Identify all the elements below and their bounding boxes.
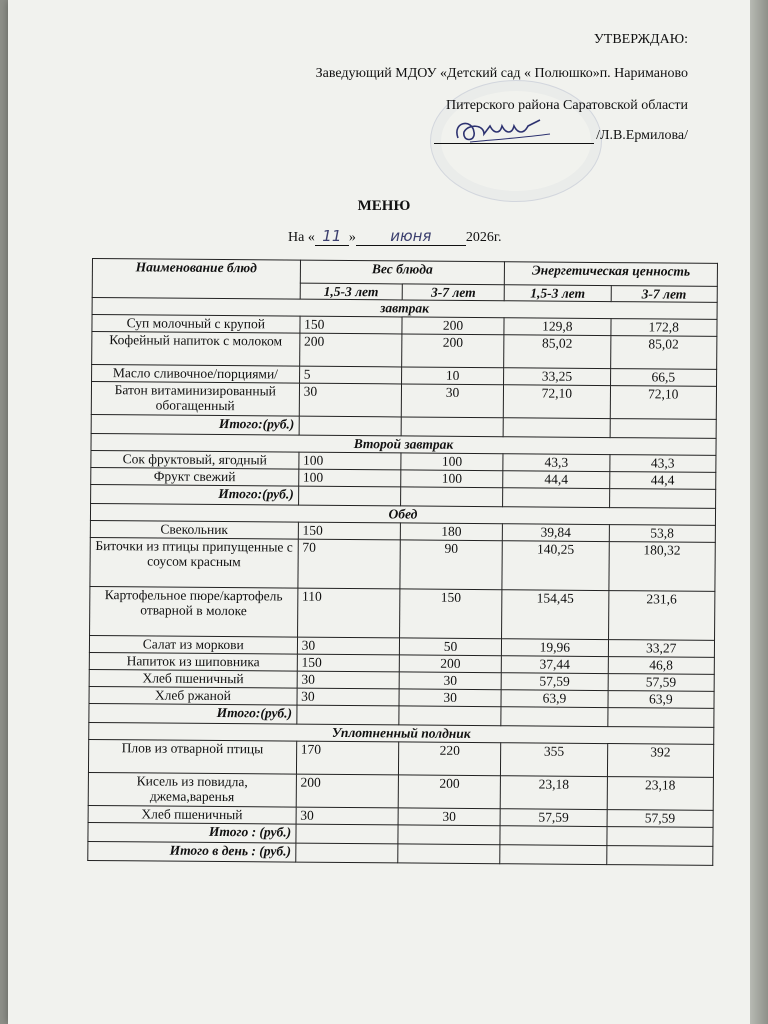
date-mid: » bbox=[348, 230, 356, 245]
energy-1: 355 bbox=[501, 743, 608, 777]
weight-2: 10 bbox=[401, 367, 503, 385]
energy-1: 57,59 bbox=[500, 809, 606, 827]
approval-signer: /Л.В.Ермилова/ bbox=[596, 128, 688, 143]
weight-1: 100 bbox=[299, 452, 401, 470]
weight-1: 5 bbox=[299, 366, 401, 384]
header-age-1: 1,5-3 лет bbox=[300, 283, 402, 300]
total-cell bbox=[607, 827, 714, 847]
weight-2: 100 bbox=[401, 470, 503, 488]
total-label: Итого:(руб.) bbox=[91, 414, 299, 435]
total-label: Итого : (руб.) bbox=[88, 822, 296, 843]
energy-1: 43,3 bbox=[503, 454, 609, 472]
total-cell bbox=[500, 826, 607, 846]
section-title: Второй завтрак bbox=[91, 433, 716, 455]
dish-name: Кисель из повидла, джема,варенья bbox=[88, 772, 296, 807]
day-total-cell bbox=[606, 846, 713, 866]
weight-2: 30 bbox=[401, 384, 504, 418]
energy-2: 63,9 bbox=[608, 691, 715, 709]
dish-name: Фрукт свежий bbox=[91, 467, 299, 486]
date-month: июня bbox=[356, 227, 466, 246]
weight-2: 220 bbox=[398, 742, 501, 776]
day-total-cell bbox=[295, 843, 397, 863]
energy-2: 85,02 bbox=[610, 336, 717, 370]
total-cell bbox=[398, 825, 500, 845]
weight-1: 30 bbox=[297, 637, 399, 655]
energy-1: 33,25 bbox=[504, 368, 610, 386]
dish-name: Сок фруктовый, ягодный bbox=[91, 450, 299, 469]
weight-1: 30 bbox=[297, 671, 399, 689]
weight-2: 30 bbox=[399, 689, 501, 707]
signature-underline bbox=[434, 129, 594, 144]
total-cell bbox=[610, 419, 717, 439]
table-row bbox=[91, 382, 716, 420]
approval-heading: УТВЕРЖДАЮ: bbox=[593, 32, 688, 47]
total-cell bbox=[501, 707, 608, 727]
page-title: МЕНЮ bbox=[357, 198, 411, 214]
dish-name: Суп молочный с крупой bbox=[92, 315, 300, 334]
weight-1: 150 bbox=[298, 522, 400, 540]
energy-1: 140,25 bbox=[502, 541, 609, 591]
section-title: Обед bbox=[90, 503, 715, 525]
dish-name: Кофейный напиток с молоком bbox=[92, 332, 300, 367]
header-age-3: 1,5-3 лет bbox=[504, 285, 610, 302]
section-title: Уплотненный полдник bbox=[89, 722, 714, 744]
weight-1: 200 bbox=[296, 774, 399, 808]
day-total-label: Итого в день : (руб.) bbox=[88, 841, 296, 862]
weight-2: 200 bbox=[402, 317, 504, 335]
table-row bbox=[88, 739, 713, 777]
approval-signature-line bbox=[434, 128, 688, 144]
total-cell bbox=[607, 708, 714, 728]
energy-1: 39,84 bbox=[503, 524, 609, 542]
energy-1: 37,44 bbox=[502, 656, 608, 674]
weight-2: 30 bbox=[399, 672, 501, 690]
dish-name: Напиток из шиповника bbox=[89, 652, 297, 671]
total-cell bbox=[296, 824, 398, 844]
energy-2: 57,59 bbox=[608, 674, 715, 692]
total-cell bbox=[401, 487, 503, 507]
dish-name: Масло сливочное/порциями/ bbox=[92, 365, 300, 384]
total-cell bbox=[401, 417, 503, 437]
energy-2: 43,3 bbox=[609, 455, 716, 473]
weight-1: 30 bbox=[296, 807, 398, 825]
header-weight: Вес блюда bbox=[300, 260, 505, 285]
energy-2: 44,4 bbox=[609, 472, 716, 490]
energy-2: 23,18 bbox=[607, 777, 714, 811]
weight-1: 200 bbox=[299, 333, 402, 367]
energy-1: 85,02 bbox=[504, 335, 611, 369]
total-label: Итого:(руб.) bbox=[89, 703, 297, 724]
weight-2: 30 bbox=[398, 808, 500, 826]
energy-2: 392 bbox=[607, 744, 714, 778]
energy-1: 23,18 bbox=[500, 776, 607, 810]
weight-2: 180 bbox=[400, 523, 502, 541]
energy-2: 53,8 bbox=[609, 525, 716, 543]
energy-1: 154,45 bbox=[502, 590, 609, 640]
energy-2: 172,8 bbox=[611, 319, 718, 337]
dish-name: Батон витаминизированный обогащенный bbox=[91, 382, 299, 417]
energy-1: 57,59 bbox=[501, 673, 607, 691]
dish-name: Плов из отварной птицы bbox=[88, 739, 296, 774]
total-cell bbox=[299, 416, 401, 436]
total-cell bbox=[298, 486, 400, 506]
table-row bbox=[90, 537, 715, 591]
menu-date bbox=[288, 227, 502, 246]
day-total-cell bbox=[398, 844, 500, 864]
weight-2: 200 bbox=[398, 775, 501, 809]
total-cell bbox=[399, 706, 501, 726]
energy-2: 33,27 bbox=[608, 640, 715, 658]
weight-2: 50 bbox=[399, 638, 501, 656]
energy-1: 72,10 bbox=[504, 385, 611, 419]
date-day: 11 bbox=[315, 227, 349, 246]
total-cell bbox=[503, 418, 610, 438]
dish-name: Хлеб пшеничный bbox=[89, 669, 297, 688]
dish-name: Свекольник bbox=[90, 520, 298, 539]
table-row bbox=[90, 586, 715, 640]
weight-1: 110 bbox=[297, 588, 400, 638]
energy-2: 46,8 bbox=[608, 657, 715, 675]
energy-2: 57,59 bbox=[607, 810, 714, 828]
total-cell bbox=[609, 489, 716, 509]
background-wall bbox=[750, 0, 768, 1024]
energy-1: 44,4 bbox=[503, 471, 609, 489]
table-row bbox=[92, 332, 717, 370]
energy-2: 180,32 bbox=[609, 542, 716, 592]
total-cell bbox=[503, 488, 610, 508]
approval-district: Питерского района Саратовской области bbox=[445, 98, 688, 113]
energy-1: 129,8 bbox=[504, 318, 610, 336]
weight-2: 200 bbox=[402, 334, 505, 368]
weight-1: 170 bbox=[296, 741, 399, 775]
weight-2: 90 bbox=[400, 540, 503, 590]
dish-name: Салат из моркови bbox=[89, 635, 297, 654]
section-title: завтрак bbox=[92, 298, 717, 320]
header-age-4: 3-7 лет bbox=[611, 286, 718, 303]
weight-2: 100 bbox=[401, 453, 503, 471]
header-age-2: 3-7 лет bbox=[402, 284, 504, 301]
date-year: 2026г. bbox=[465, 230, 502, 245]
dish-name: Картофельное пюре/картофель отварной в молоке bbox=[90, 586, 298, 637]
weight-1: 150 bbox=[297, 654, 399, 672]
weight-2: 200 bbox=[399, 655, 501, 673]
energy-1: 19,96 bbox=[502, 639, 608, 657]
header-energy: Энергетическая ценность bbox=[505, 262, 718, 287]
weight-1: 150 bbox=[300, 316, 402, 334]
dish-name: Хлеб пшеничный bbox=[88, 805, 296, 824]
day-total-cell bbox=[500, 845, 607, 865]
energy-2: 72,10 bbox=[610, 386, 717, 420]
approval-position: Заведующий МДОУ «Детский сад « Полюшко»п. Нариманово bbox=[315, 66, 688, 81]
weight-1: 30 bbox=[297, 688, 399, 706]
weight-2: 150 bbox=[399, 589, 502, 639]
weight-1: 100 bbox=[298, 469, 400, 487]
table-row bbox=[88, 772, 713, 810]
weight-1: 70 bbox=[298, 539, 401, 589]
menu-table bbox=[87, 258, 718, 866]
dish-name: Биточки из птицы припущенные с соусом красным bbox=[90, 537, 298, 588]
header-dish-name: Наименование блюд bbox=[92, 259, 300, 300]
total-label: Итого:(руб.) bbox=[91, 484, 299, 505]
energy-2: 66,5 bbox=[610, 369, 717, 387]
date-prefix: На « bbox=[288, 230, 315, 245]
energy-1: 63,9 bbox=[501, 690, 607, 708]
energy-2: 231,6 bbox=[608, 591, 715, 641]
weight-1: 30 bbox=[299, 383, 402, 417]
total-cell bbox=[297, 705, 399, 725]
dish-name: Хлеб ржаной bbox=[89, 686, 297, 705]
